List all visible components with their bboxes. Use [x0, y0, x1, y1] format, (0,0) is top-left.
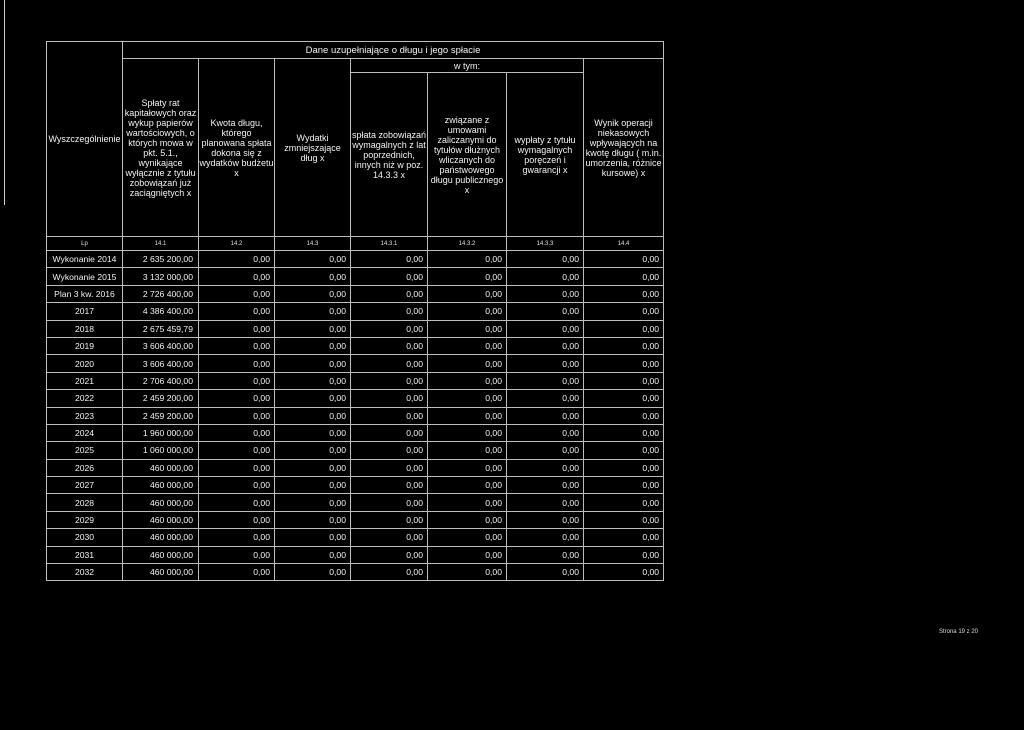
cell-value: 460 000,00 — [123, 511, 199, 528]
cell-value: 2 459 200,00 — [123, 390, 199, 407]
cell-value: 0,00 — [428, 564, 507, 581]
row-label: 2031 — [47, 546, 123, 563]
row-label: 2020 — [47, 355, 123, 372]
cell-value: 0,00 — [584, 459, 664, 476]
cell-value: 0,00 — [584, 407, 664, 424]
cell-value: 0,00 — [275, 390, 351, 407]
cell-value: 0,00 — [428, 303, 507, 320]
cell-value: 0,00 — [584, 285, 664, 302]
header-14-3-3: wypłaty z tytułu wymagalnych poręczeń i gwarancji x — [507, 73, 584, 237]
header-14-4: Wynik operacji niekasowych wpływających na kwotę długu ( m.in. umorzenia, różnice kursowe) x — [584, 59, 664, 237]
row-label: Plan 3 kw. 2016 — [47, 285, 123, 302]
cell-value: 0,00 — [275, 320, 351, 337]
cell-value: 2 675 459,79 — [123, 320, 199, 337]
cell-value: 0,00 — [351, 459, 428, 476]
cell-value: 0,00 — [199, 546, 275, 563]
cell-value: 0,00 — [275, 372, 351, 389]
row-label: 2025 — [47, 442, 123, 459]
cell-value: 0,00 — [275, 477, 351, 494]
cell-value: 0,00 — [507, 407, 584, 424]
cell-value: 0,00 — [428, 355, 507, 372]
cell-value: 0,00 — [507, 459, 584, 476]
cell-value: 0,00 — [507, 372, 584, 389]
cell-value: 0,00 — [199, 285, 275, 302]
cell-value: 0,00 — [275, 268, 351, 285]
cell-value: 0,00 — [584, 268, 664, 285]
cell-value: 0,00 — [199, 251, 275, 268]
cell-value: 0,00 — [584, 546, 664, 563]
cell-value: 0,00 — [428, 459, 507, 476]
cell-value: 0,00 — [199, 424, 275, 441]
table-row — [47, 511, 664, 528]
cell-value: 0,00 — [428, 251, 507, 268]
cell-value: 0,00 — [584, 303, 664, 320]
cell-value: 0,00 — [199, 390, 275, 407]
page-number: Strona 19 z 20 — [938, 629, 978, 635]
cell-value: 0,00 — [428, 546, 507, 563]
row-label: 2019 — [47, 337, 123, 354]
cell-value: 0,00 — [428, 268, 507, 285]
cell-value: 0,00 — [507, 285, 584, 302]
cell-value: 0,00 — [351, 251, 428, 268]
header-14-1: Spłaty rat kapitałowych oraz wykup papierów wartościowych, o których mowa w pkt. 5.1., wynikające wyłącznie z tytułu zobowiązań już zaciągniętych x — [123, 59, 199, 237]
cell-value: 3 606 400,00 — [123, 337, 199, 354]
cell-value: 0,00 — [275, 355, 351, 372]
column-number-row — [47, 237, 664, 251]
cell-value: 0,00 — [428, 407, 507, 424]
col-number: 14.3 — [275, 237, 351, 251]
cell-value: 0,00 — [275, 251, 351, 268]
cell-value: 0,00 — [199, 442, 275, 459]
table-row — [47, 407, 664, 424]
cell-value: 0,00 — [428, 337, 507, 354]
cell-value: 0,00 — [199, 407, 275, 424]
table-row — [47, 494, 664, 511]
cell-value: 0,00 — [351, 442, 428, 459]
cell-value: 0,00 — [199, 564, 275, 581]
cell-value: 0,00 — [507, 320, 584, 337]
cell-value: 460 000,00 — [123, 529, 199, 546]
col-number: Lp — [47, 237, 123, 251]
cell-value: 0,00 — [275, 424, 351, 441]
cell-value: 0,00 — [584, 320, 664, 337]
row-label: 2027 — [47, 477, 123, 494]
cell-value: 3 606 400,00 — [123, 355, 199, 372]
cell-value: 0,00 — [275, 529, 351, 546]
cell-value: 0,00 — [428, 424, 507, 441]
header-14-2: Kwota długu, którego planowana spłata dokona się z wydatków budżetu x — [199, 59, 275, 237]
cell-value: 0,00 — [584, 442, 664, 459]
cell-value: 0,00 — [428, 477, 507, 494]
table-row — [47, 390, 664, 407]
col-number: 14.1 — [123, 237, 199, 251]
cell-value: 460 000,00 — [123, 477, 199, 494]
header-14-3-2: związane z umowami zaliczanymi do tytułów dłużnych wliczanych do państwowego długu publicznego x — [428, 73, 507, 237]
row-label: 2018 — [47, 320, 123, 337]
cell-value: 0,00 — [507, 546, 584, 563]
cell-value: 0,00 — [428, 494, 507, 511]
cell-value: 2 459 200,00 — [123, 407, 199, 424]
cell-value: 0,00 — [584, 477, 664, 494]
cell-value: 0,00 — [507, 442, 584, 459]
cell-value: 0,00 — [275, 407, 351, 424]
cell-value: 0,00 — [428, 442, 507, 459]
cell-value: 0,00 — [199, 372, 275, 389]
row-label: 2026 — [47, 459, 123, 476]
row-label: Wykonanie 2014 — [47, 251, 123, 268]
table-row — [47, 424, 664, 441]
cell-value: 1 960 000,00 — [123, 424, 199, 441]
cell-value: 0,00 — [199, 529, 275, 546]
cell-value: 0,00 — [584, 511, 664, 528]
cell-value: 0,00 — [428, 372, 507, 389]
table-row — [47, 268, 664, 285]
cell-value: 0,00 — [351, 337, 428, 354]
cell-value: 0,00 — [351, 477, 428, 494]
cell-value: 0,00 — [584, 251, 664, 268]
cell-value: 0,00 — [275, 337, 351, 354]
cell-value: 0,00 — [199, 337, 275, 354]
cell-value: 0,00 — [428, 511, 507, 528]
cell-value: 0,00 — [351, 407, 428, 424]
cell-value: 0,00 — [507, 529, 584, 546]
table-row — [47, 546, 664, 563]
cell-value: 0,00 — [507, 303, 584, 320]
cell-value: 0,00 — [507, 268, 584, 285]
cell-value: 0,00 — [351, 268, 428, 285]
cell-value: 2 706 400,00 — [123, 372, 199, 389]
cell-value: 0,00 — [428, 285, 507, 302]
table-row — [47, 285, 664, 302]
header-wyszczegolnienie: Wyszczególnienie — [47, 42, 123, 237]
cell-value: 0,00 — [351, 564, 428, 581]
cell-value: 1 060 000,00 — [123, 442, 199, 459]
cell-value: 0,00 — [275, 511, 351, 528]
cell-value: 0,00 — [199, 320, 275, 337]
cell-value: 460 000,00 — [123, 459, 199, 476]
table-row — [47, 529, 664, 546]
cell-value: 0,00 — [351, 355, 428, 372]
cell-value: 0,00 — [507, 494, 584, 511]
cell-value: 0,00 — [428, 390, 507, 407]
cell-value: 460 000,00 — [123, 494, 199, 511]
row-label: 2029 — [47, 511, 123, 528]
cell-value: 0,00 — [584, 564, 664, 581]
cell-value: 0,00 — [507, 355, 584, 372]
cell-value: 0,00 — [584, 424, 664, 441]
row-label: Wykonanie 2015 — [47, 268, 123, 285]
col-number: 14.4 — [584, 237, 664, 251]
cell-value: 0,00 — [351, 303, 428, 320]
cell-value: 0,00 — [199, 494, 275, 511]
row-label: 2028 — [47, 494, 123, 511]
table-row — [47, 459, 664, 476]
subgroup-title: w tym: — [351, 59, 584, 73]
col-number: 14.3.2 — [428, 237, 507, 251]
row-label: 2030 — [47, 529, 123, 546]
row-label: 2023 — [47, 407, 123, 424]
cell-value: 0,00 — [507, 511, 584, 528]
header-14-3-1: spłata zobowiązań wymagalnych z lat poprzednich, innych niż w poz. 14.3.3 x — [351, 73, 428, 237]
table-row — [47, 320, 664, 337]
row-label: 2024 — [47, 424, 123, 441]
table-row — [47, 251, 664, 268]
cell-value: 0,00 — [507, 251, 584, 268]
table-row — [47, 303, 664, 320]
table-row — [47, 355, 664, 372]
cell-value: 460 000,00 — [123, 564, 199, 581]
cell-value: 460 000,00 — [123, 546, 199, 563]
cell-value: 0,00 — [275, 546, 351, 563]
cell-value: 2 635 200,00 — [123, 251, 199, 268]
cell-value: 0,00 — [507, 337, 584, 354]
cell-value: 0,00 — [275, 442, 351, 459]
col-number: 14.3.3 — [507, 237, 584, 251]
cell-value: 0,00 — [275, 285, 351, 302]
row-label: 2032 — [47, 564, 123, 581]
cell-value: 0,00 — [351, 511, 428, 528]
table-row — [47, 372, 664, 389]
page-edge-line — [4, 0, 5, 205]
table-row — [47, 564, 664, 581]
cell-value: 0,00 — [428, 529, 507, 546]
cell-value: 0,00 — [275, 494, 351, 511]
cell-value: 0,00 — [507, 564, 584, 581]
cell-value: 0,00 — [351, 494, 428, 511]
debt-table-frame — [46, 41, 663, 581]
cell-value: 3 132 000,00 — [123, 268, 199, 285]
table-row — [47, 442, 664, 459]
table-row — [47, 337, 664, 354]
cell-value: 0,00 — [199, 511, 275, 528]
cell-value: 0,00 — [351, 320, 428, 337]
cell-value: 0,00 — [507, 390, 584, 407]
cell-value: 2 726 400,00 — [123, 285, 199, 302]
cell-value: 0,00 — [275, 303, 351, 320]
cell-value: 0,00 — [351, 546, 428, 563]
cell-value: 0,00 — [584, 337, 664, 354]
cell-value: 4 386 400,00 — [123, 303, 199, 320]
cell-value: 0,00 — [428, 320, 507, 337]
cell-value: 0,00 — [584, 390, 664, 407]
cell-value: 0,00 — [584, 494, 664, 511]
row-label: 2021 — [47, 372, 123, 389]
cell-value: 0,00 — [199, 459, 275, 476]
cell-value: 0,00 — [351, 529, 428, 546]
cell-value: 0,00 — [507, 477, 584, 494]
cell-value: 0,00 — [584, 372, 664, 389]
cell-value: 0,00 — [275, 564, 351, 581]
table-body — [47, 251, 664, 581]
cell-value: 0,00 — [351, 390, 428, 407]
cell-value: 0,00 — [351, 372, 428, 389]
cell-value: 0,00 — [199, 477, 275, 494]
cell-value: 0,00 — [199, 355, 275, 372]
group-title: Dane uzupełniające o długu i jego spłacie — [123, 42, 664, 59]
cell-value: 0,00 — [351, 424, 428, 441]
header-14-3: Wydatki zmniejszające dług x — [275, 59, 351, 237]
table-row — [47, 477, 664, 494]
cell-value: 0,00 — [507, 424, 584, 441]
cell-value: 0,00 — [584, 355, 664, 372]
cell-value: 0,00 — [199, 268, 275, 285]
cell-value: 0,00 — [199, 303, 275, 320]
row-label: 2022 — [47, 390, 123, 407]
cell-value: 0,00 — [351, 285, 428, 302]
col-number: 14.2 — [199, 237, 275, 251]
cell-value: 0,00 — [584, 529, 664, 546]
cell-value: 0,00 — [275, 459, 351, 476]
debt-supplement-table — [46, 41, 664, 581]
row-label: 2017 — [47, 303, 123, 320]
col-number: 14.3.1 — [351, 237, 428, 251]
